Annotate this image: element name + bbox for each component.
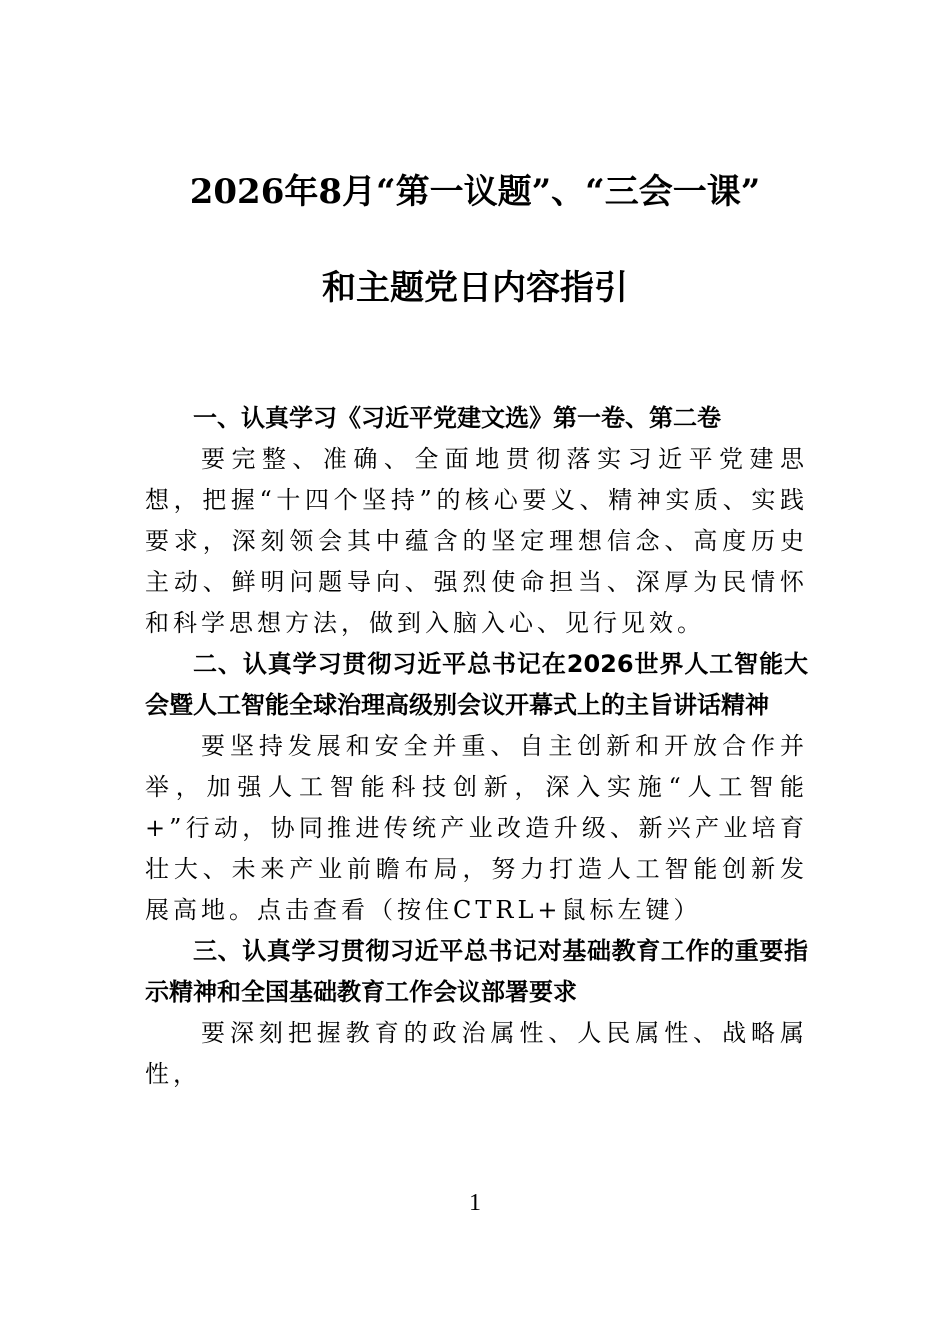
section-1-heading: 一、认真学习《习近平党建文选》第一卷、第二卷 — [193, 404, 721, 432]
section-2-body-text: 要坚持发展和安全并重、自主创新和开放合作并举，加强人工智能科技创新，深入实施“人工智能+”行动，协同推进传统产业改造升级、新兴产业培育壮大、未来产业前瞻布局，努力打造人工智能创新发展高地。 — [145, 732, 808, 924]
section-3-body: 要深刻把握教育的政治属性、人民属性、战略属性， — [145, 1019, 808, 1088]
document-title-line-1: 2026年8月“第一议题”、“三会一课” — [189, 172, 761, 212]
document-title-line-2: 和主题党日内容指引 — [322, 268, 628, 308]
section-2-heading: 二、认真学习贯彻习近平总书记在2026世界人工智能大会暨人工智能全球治理高级别会议开幕式上的主旨讲话精神 — [145, 650, 808, 719]
page-number: 1 — [469, 1190, 481, 1216]
section-2-body — [145, 726, 808, 931]
section-1-body: 要完整、准确、全面地贯彻落实习近平党建思想，把握“十四个坚持”的核心要义、精神实质、实践要求，深刻领会其中蕴含的坚定理想信念、高度历史主动、鲜明问题导向、强烈使命担当、深厚为民情怀和科学思想方法，做到入脑入心、见行见效。 — [145, 445, 808, 637]
view-link[interactable]: 点击查看（按住CTRL+鼠标左键） — [257, 896, 702, 924]
document-body — [145, 398, 808, 1095]
section-3-heading: 三、认真学习贯彻习近平总书记对基础教育工作的重要指示精神和全国基础教育工作会议部署要求 — [145, 937, 808, 1006]
